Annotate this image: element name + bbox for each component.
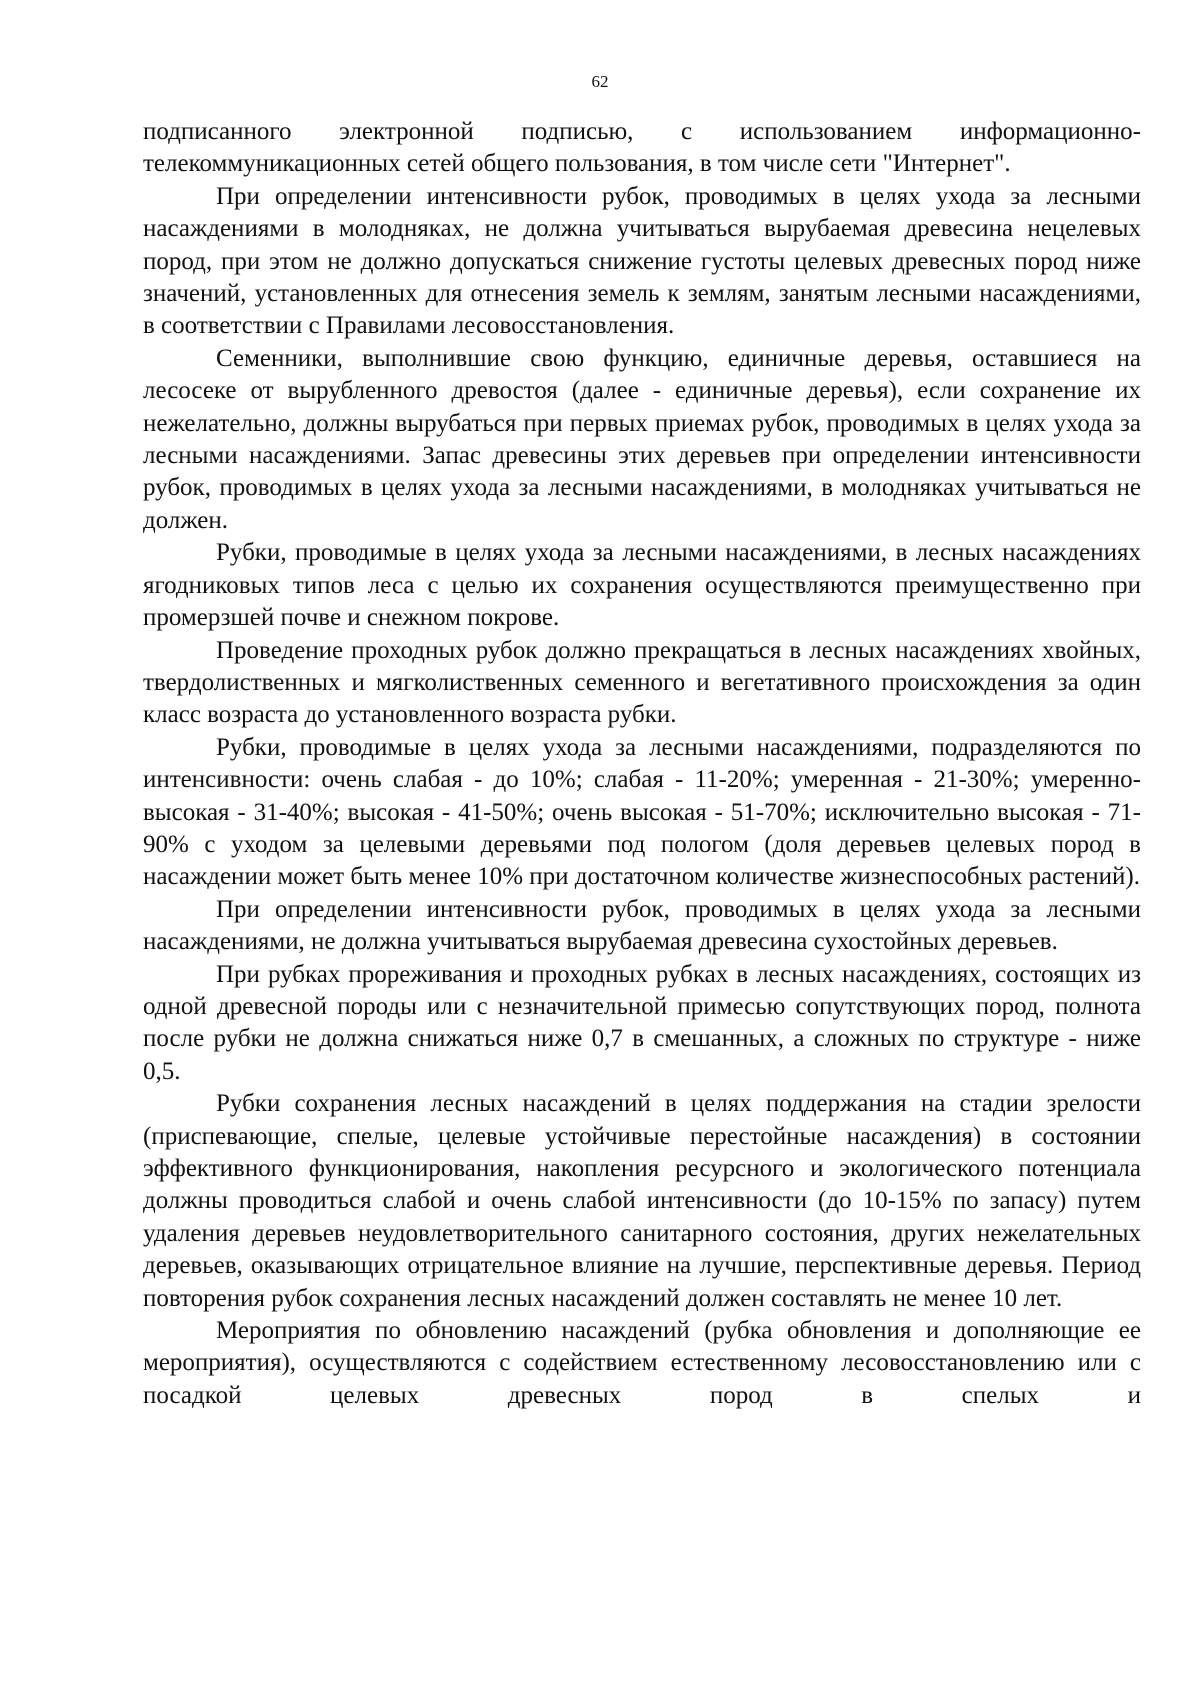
paragraph-continuation: подписанного электронной подписью, с использованием информационно-телекоммуникационных сетей общего пользования, в том числе сети "Интернет". xyxy=(143,118,1141,178)
paragraph: Рубки сохранения лесных насаждений в целях поддержания на стадии зрелости (приспевающие, спелые, целевые устойчивые перестойные насаждения) в состоянии эффективного функционирования, накопления ресурсного и экологического потенциала должны проводиться слабой и очень слабой интенсивности (до 10-15% по запасу) путем удаления деревьев неудовлетворительного санитарного состояния, других нежелательных деревьев, оказывающих отрицательное влияние на лучшие, перспективные деревья. Период повторения рубок сохранения лесных насаждений должен составлять не менее 10 лет. xyxy=(143,1090,1141,1312)
paragraph: При определении интенсивности рубок, проводимых в целях ухода за лесными насаждениями, не должна учитываться вырубаемая древесина сухостойных деревьев. xyxy=(143,895,1141,956)
paragraph: При определении интенсивности рубок, проводимых в целях ухода за лесными насаждениями в молодняках, не должна учитываться вырубаемая древесина нецелевых пород, при этом не должно допускаться снижение густоты целевых древесных пород ниже значений, установленных для отнесения земель к землям, занятым лесными насаждениями, в соответствии с Правилами лесовосстановления. xyxy=(143,182,1141,340)
document-body xyxy=(143,116,1141,1412)
paragraph: При рубках прореживания и проходных рубках в лесных насаждениях, состоящих из одной древесной породы или с незначительной примесью сопутствующих пород, полнота после рубки не должна снижаться ниже 0,7 в смешанных, а сложных по структуре - ниже 0,5. xyxy=(143,960,1141,1085)
paragraph: Проведение проходных рубок должно прекращаться в лесных насаждениях хвойных, твердолиственных и мягколиственных семенного и вегетативного происхождения за один класс возраста до установленного возраста рубки. xyxy=(143,636,1141,729)
paragraph-continued: Мероприятия по обновлению насаждений (рубка обновления и дополняющие ее мероприятия), осуществляются с содействием естественному лесовосстановлению или с посадкой целевых древесных пород в спелых и xyxy=(143,1317,1141,1409)
paragraph: Рубки, проводимые в целях ухода за лесными насаждениями, в лесных насаждениях ягодниковых типов леса с целью их сохранения осуществляются преимущественно при промерзшей почве и снежном покрове. xyxy=(143,539,1141,632)
paragraph: Семенники, выполнившие свою функцию, единичные деревья, оставшиеся на лесосеке от вырубленного древостоя (далее - единичные деревья), если сохранение их нежелательно, должны вырубаться при первых приемах рубок, проводимых в целях ухода за лесными насаждениями. Запас древесины этих деревьев при определении интенсивности рубок, проводимых в целях ухода за лесными насаждениями, в молодняках учитываться не должен. xyxy=(143,344,1141,534)
page-number: 62 xyxy=(591,72,609,91)
paragraph: Рубки, проводимые в целях ухода за лесными насаждениями, подразделяются по интенсивности: очень слабая - до 10%; слабая - 11-20%; умеренная - 21-30%; умеренно-высокая - 31-40%; высокая - 41-50%; очень высокая - 51-70%; исключительно высокая - 71-90% с уходом за целевыми деревьями под пологом (доля деревьев целевых пород в насаждении может быть менее 10% при достаточном количестве жизнеспособных растений). xyxy=(143,733,1141,891)
